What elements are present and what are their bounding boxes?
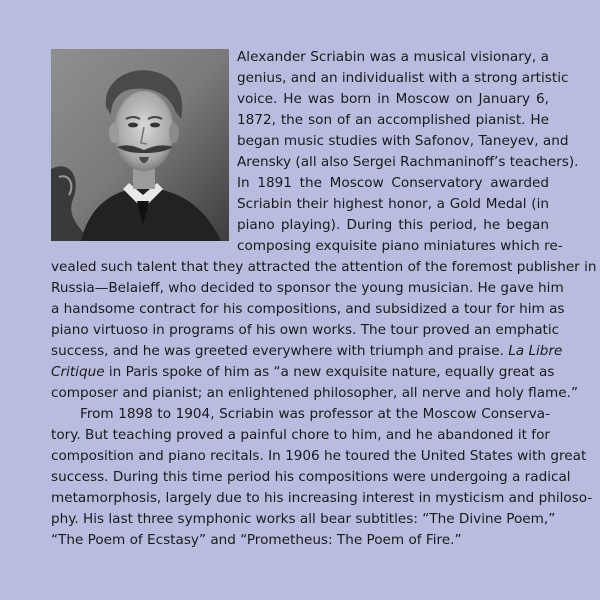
text-line: composing exquisite piano miniatures which re-: [237, 238, 563, 254]
text-segment: success, and he was greeted everywhere with triumph and praise.: [51, 343, 504, 359]
text-line: voice. He was born in Moscow on January 6,: [237, 91, 549, 107]
text-line: genius, and an individualist with a strong artistic: [237, 70, 569, 86]
text-line: Alexander Scriabin was a musical visionary, a: [237, 49, 549, 65]
portrait-photo: [51, 49, 229, 241]
text-line: piano playing). During this period, he began: [237, 217, 549, 233]
text-line: [51, 341, 563, 361]
text-line: phy. His last three symphonic works all bear subtitles: “The Divine Poem,”: [51, 511, 556, 527]
italic-title: La Libre: [508, 343, 563, 359]
text-segment: in Paris spoke of him as “a new exquisite nature, equally great as: [104, 364, 555, 380]
text-line: tory. But teaching proved a painful chore to him, and he abandoned it for: [51, 427, 550, 443]
text-line: From 1898 to 1904, Scriabin was professor at the Moscow Conserva-: [80, 406, 550, 422]
text-line: piano virtuoso in programs of his own works. The tour proved an emphatic: [51, 322, 560, 338]
text-line: In 1891 the Moscow Conservatory awarded: [237, 175, 549, 191]
text-line: Arensky (all also Sergei Rachmaninoff’s teachers).: [237, 154, 579, 170]
text-line: vealed such talent that they attracted the attention of the foremost publisher in: [51, 259, 597, 275]
text-line: success. During this time period his compositions were undergoing a radical: [51, 469, 571, 485]
text-line: Russia—Belaieff, who decided to sponsor the young musician. He gave him: [51, 280, 564, 296]
text-line: Scriabin their highest honor, a Gold Medal (in: [237, 196, 549, 212]
text-line: a handsome contract for his compositions, and subsidized a tour for him as: [51, 301, 565, 317]
portrait-image: [51, 49, 229, 241]
text-line: composer and pianist; an enlightened philosopher, all nerve and holy flame.”: [51, 385, 579, 401]
text-line: began music studies with Safonov, Taneyev, and: [237, 133, 569, 149]
text-line: metamorphosis, largely due to his increasing interest in mysticism and philoso-: [51, 490, 593, 506]
text-line: “The Poem of Ecstasy” and “Prometheus: The Poem of Fire.”: [51, 532, 462, 548]
italic-title: Critique: [51, 364, 105, 380]
text-line: 1872, the son of an accomplished pianist. He: [237, 112, 549, 128]
text-line: [51, 362, 555, 382]
text-line: composition and piano recitals. In 1906 he toured the United States with great: [51, 448, 587, 464]
